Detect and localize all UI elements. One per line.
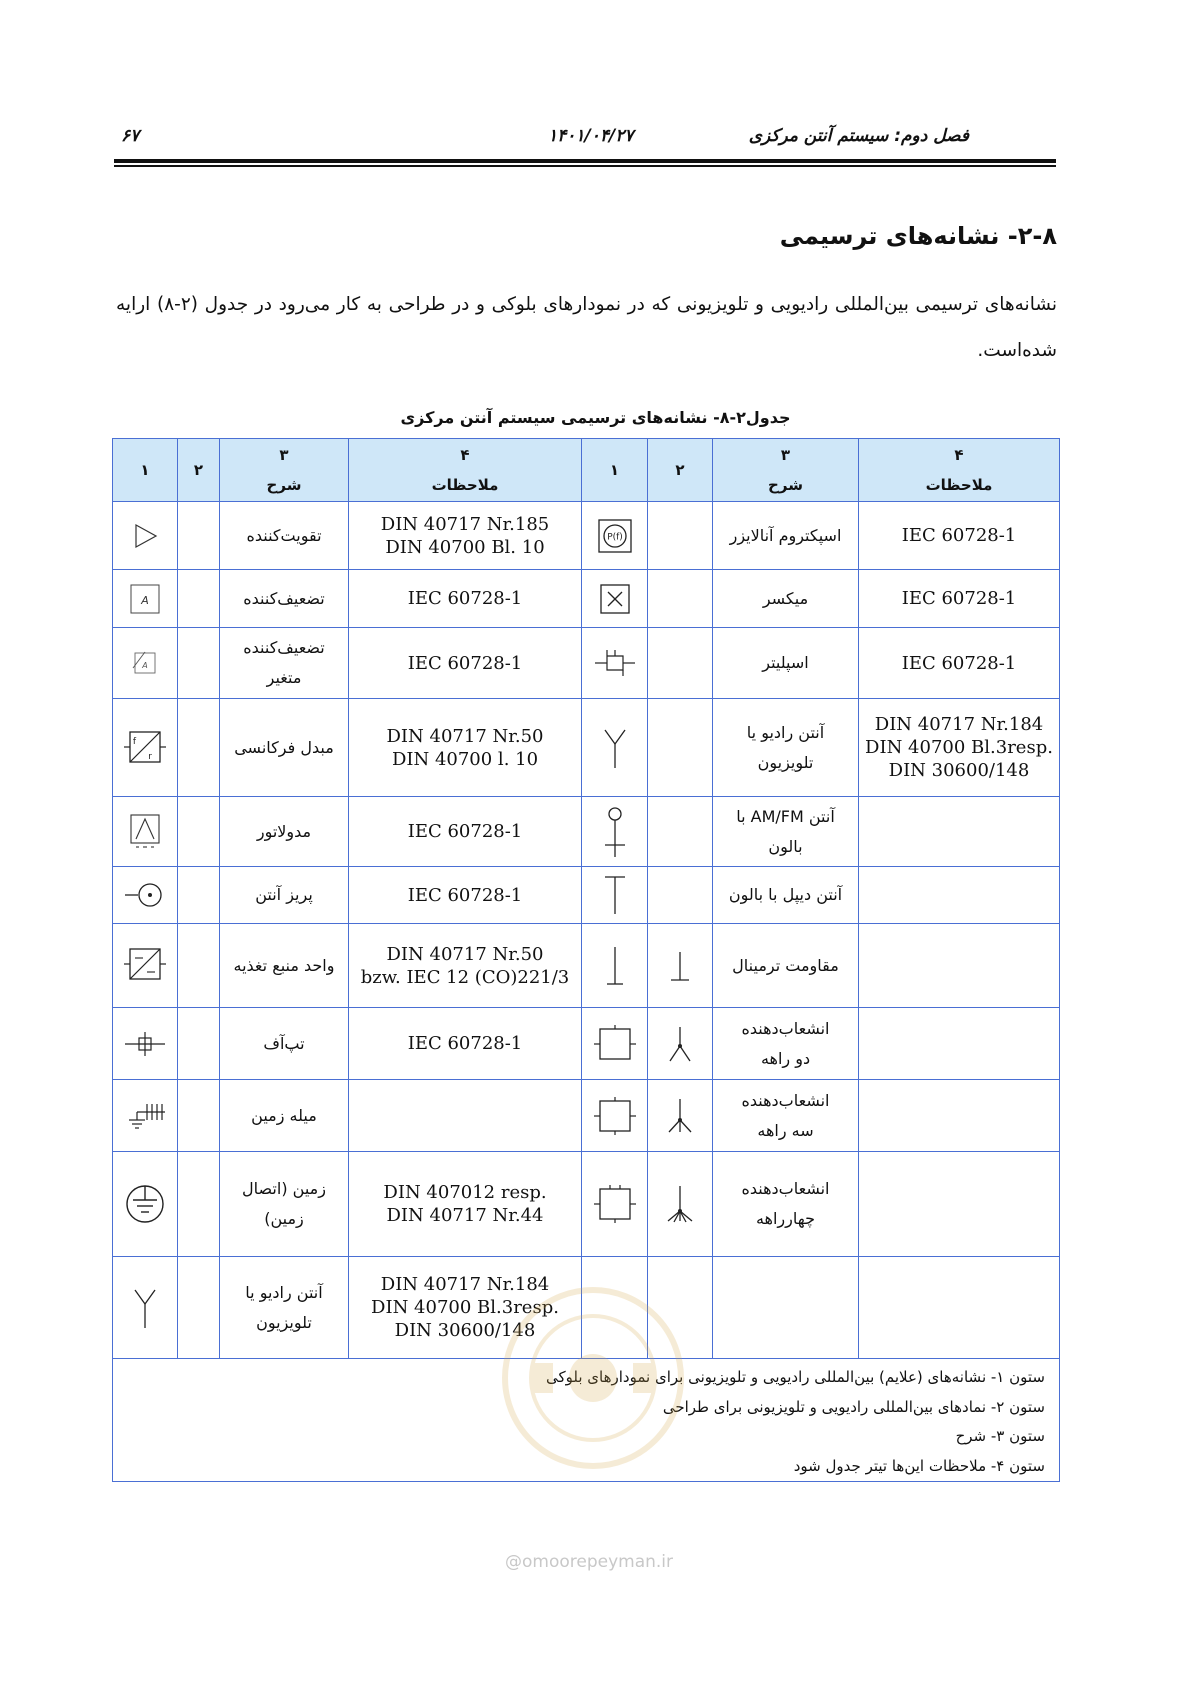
header-notes: ۴ ملاحظات xyxy=(349,439,582,502)
variable-attenuator-label: A xyxy=(142,661,148,670)
desc-cell: تقویت‌کننده xyxy=(220,502,349,570)
symbol-col2-cell xyxy=(178,1152,220,1257)
note-cell: DIN 407012 resp. DIN 40717 Nr.44 xyxy=(349,1152,582,1257)
note-cell: IEC 60728-1 xyxy=(859,628,1060,699)
symbol-col2-cell xyxy=(178,1008,220,1080)
header-description: ۳ شرح xyxy=(220,439,349,502)
header-rule xyxy=(114,159,1056,163)
table-row xyxy=(113,797,1060,867)
desc-cell: انشعاب‌دهنده دو راهه xyxy=(713,1008,859,1080)
desc-cell: تضعیف‌کننده xyxy=(220,570,349,628)
table-row xyxy=(113,1152,1060,1257)
symbol-col2-cell xyxy=(178,570,220,628)
spectrum-analyzer-icon xyxy=(598,519,632,553)
desc-cell: اسپکتروم آنالایزر xyxy=(713,502,859,570)
desc-cell: انشعاب‌دهنده سه راهه xyxy=(713,1080,859,1152)
symbol-col2-cell xyxy=(648,867,713,924)
desc-cell: مبدل فرکانسی xyxy=(220,699,349,797)
amplifier-icon xyxy=(130,521,160,551)
table-row xyxy=(113,1008,1060,1080)
three-way-splitter-icon xyxy=(593,1096,637,1136)
am-fm-antenna-icon xyxy=(600,805,630,859)
watermark-seal xyxy=(493,1268,693,1518)
note-cell: DIN 40717 Nr.50 DIN 40700 l. 10 xyxy=(349,699,582,797)
note-cell xyxy=(859,1152,1060,1257)
symbol-col2-cell xyxy=(178,797,220,867)
desc-cell: آنتن رادیو یا تلویزیون xyxy=(713,699,859,797)
note-cell: IEC 60728-1 xyxy=(349,867,582,924)
legend-line: ستون ۴- ملاحظات این‌ها تیتر جدول شود xyxy=(793,1456,1045,1475)
frequency-converter-icon xyxy=(123,729,167,767)
desc-cell: زمین (اتصال زمین) xyxy=(220,1152,349,1257)
desc-cell: تضعیف‌کننده متغیر xyxy=(220,628,349,699)
note-cell: DIN 40717 Nr.184 DIN 40700 Bl.3resp. DIN 30600/148 xyxy=(859,699,1060,797)
symbol-col2-cell xyxy=(178,699,220,797)
symbol-col2-cell xyxy=(178,628,220,699)
header-notes: ۴ ملاحظات xyxy=(859,439,1060,502)
symbol-col2-cell xyxy=(178,1080,220,1152)
four-way-branch-icon xyxy=(665,1183,695,1225)
earth-ground-icon xyxy=(123,1182,167,1226)
symbol-col2-cell xyxy=(648,502,713,570)
note-cell: DIN 40717 Nr.184 DIN 40700 Bl.3resp. DIN 30600/148 xyxy=(349,1257,582,1359)
table-row xyxy=(113,699,1060,797)
table-row xyxy=(113,570,1060,628)
power-supply-icon xyxy=(123,945,167,987)
note-cell: IEC 60728-1 xyxy=(349,1008,582,1080)
table-row xyxy=(113,628,1060,699)
desc-cell: مدولاتور xyxy=(220,797,349,867)
table-row xyxy=(113,1080,1060,1152)
note-cell: IEC 60728-1 xyxy=(859,570,1060,628)
variable-attenuator-icon xyxy=(130,648,160,678)
termination-icon xyxy=(600,944,630,988)
table-row xyxy=(113,924,1060,1008)
legend-line: ستون ۱- نشانه‌های (علایم) بین‌المللی رادیویی و تلویزیونی برای نمودارهای بلوکی xyxy=(546,1368,1045,1386)
note-cell: IEC 60728-1 xyxy=(859,502,1060,570)
section-title: ۲-۸- نشانه‌های ترسیمی xyxy=(779,222,1057,250)
four-way-splitter-icon xyxy=(593,1184,637,1224)
spectrum-analyzer-label: P(f) xyxy=(606,532,623,542)
symbol-col2-cell xyxy=(648,628,713,699)
two-way-splitter-icon xyxy=(593,1024,637,1064)
note-cell: DIN 40717 Nr.185 DIN 40700 Bl. 10 xyxy=(349,502,582,570)
symbol-col2-cell xyxy=(648,699,713,797)
symbol-col2-cell xyxy=(178,867,220,924)
three-way-branch-icon xyxy=(665,1096,695,1136)
desc-cell: میله زمین xyxy=(220,1080,349,1152)
intro-paragraph: نشانه‌های ترسیمی بین‌المللی رادیویی و تلویزیونی که در نمودارهای بلوکی و در طراحی به کار می‌رود در جدول (۲-۸) ارایه شده‌است. xyxy=(116,294,1057,361)
desc-cell: آنتن رادیو یا تلویزیون xyxy=(220,1257,349,1359)
desc-cell: تپ‌آف xyxy=(220,1008,349,1080)
symbol-col2-cell xyxy=(178,924,220,1008)
table-row xyxy=(113,502,1060,570)
frequency-converter-label-out: r xyxy=(148,751,152,762)
symbol-col2-cell xyxy=(178,502,220,570)
splitter-icon xyxy=(593,646,637,680)
legend-line: ستون ۲- نمادهای بین‌المللی رادیویی و تلویزیونی برای طراحی xyxy=(662,1397,1045,1416)
watermark-site: @omoorepeyman.ir xyxy=(505,1552,674,1572)
note-cell xyxy=(859,1257,1060,1359)
note-cell: IEC 60728-1 xyxy=(349,570,582,628)
note-cell xyxy=(859,797,1060,867)
header-col1: ۱ xyxy=(113,439,178,502)
header-col1: ۱ xyxy=(582,439,648,502)
note-cell: DIN 40717 Nr.50 bzw. IEC 12 (CO)221/3 xyxy=(349,924,582,1008)
attenuator-label: A xyxy=(141,593,149,607)
symbol-col2-cell xyxy=(648,797,713,867)
note-cell xyxy=(859,924,1060,1008)
page-number: ۶۷ xyxy=(121,126,140,146)
header-rule-thin xyxy=(114,165,1056,167)
antenna-socket-icon xyxy=(123,880,167,910)
desc-cell: مقاومت ترمینال xyxy=(713,924,859,1008)
ground-rod-icon xyxy=(123,1100,167,1132)
modulator-icon xyxy=(128,812,162,852)
desc-cell: میکسر xyxy=(713,570,859,628)
header-col2: ۲ xyxy=(648,439,713,502)
desc-cell: آنتن دیپل با بالون xyxy=(713,867,859,924)
header-description: ۳ شرح xyxy=(713,439,859,502)
antenna-icon xyxy=(600,726,630,770)
desc-cell: انشعاب‌دهنده چهارراهه xyxy=(713,1152,859,1257)
note-cell: IEC 60728-1 xyxy=(349,628,582,699)
table-row xyxy=(113,867,1060,924)
mixer-icon xyxy=(599,583,631,615)
symbol-col2-cell xyxy=(178,1257,220,1359)
note-cell xyxy=(859,867,1060,924)
attenuator-icon xyxy=(129,583,161,615)
dipole-antenna-icon xyxy=(600,874,630,916)
symbol-col2-cell xyxy=(648,570,713,628)
frequency-converter-label-in: f xyxy=(132,736,136,747)
desc-cell xyxy=(713,1257,859,1359)
table-header-row xyxy=(113,439,1060,502)
note-cell xyxy=(859,1080,1060,1152)
header-col2: ۲ xyxy=(178,439,220,502)
antenna-icon xyxy=(130,1286,160,1330)
tap-off-icon xyxy=(123,1029,167,1059)
two-way-branch-icon xyxy=(665,1024,695,1064)
note-cell xyxy=(859,1008,1060,1080)
chapter-header: فصل دوم: سیستم آنتن مرکزی xyxy=(748,126,969,146)
desc-cell: واحد منبع تغذیه xyxy=(220,924,349,1008)
header-date: ۱۴۰۱/۰۴/۲۷ xyxy=(548,126,634,146)
note-cell: IEC 60728-1 xyxy=(349,797,582,867)
note-cell xyxy=(349,1080,582,1152)
table-caption: جدول۲-۸- نشانه‌های ترسیمی سیستم آنتن مرکزی xyxy=(400,408,791,427)
desc-cell: آنتن AM/FM با بالون xyxy=(713,797,859,867)
desc-cell: پریز آنتن xyxy=(220,867,349,924)
legend-line: ستون ۳- شرح xyxy=(955,1427,1045,1445)
desc-cell: اسپلیتر xyxy=(713,628,859,699)
termination-alt-icon xyxy=(665,946,695,986)
